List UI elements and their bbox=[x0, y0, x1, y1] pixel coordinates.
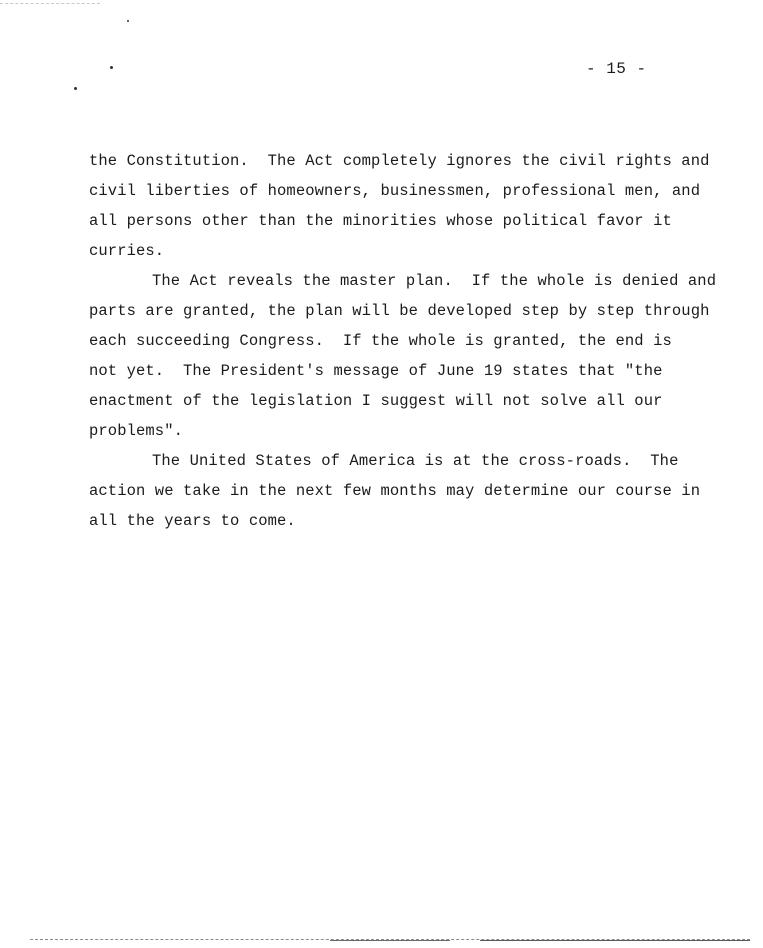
text-line: curries. bbox=[89, 242, 165, 260]
scan-artifact-bottom bbox=[330, 940, 450, 941]
body-text bbox=[89, 146, 729, 536]
paragraph-start-line: The United States of America is at the cross-roads. The bbox=[152, 452, 679, 470]
text-line: parts are granted, the plan will be developed step by step through bbox=[89, 302, 710, 320]
text-line: civil liberties of homeowners, businessmen, professional men, and bbox=[89, 182, 701, 200]
scan-artifact-bottom bbox=[480, 940, 750, 941]
page-number: - 15 - bbox=[586, 60, 647, 78]
text-line: not yet. The President's message of June 19 states that "the bbox=[89, 362, 663, 380]
text-line: all the years to come. bbox=[89, 512, 296, 530]
scan-speck bbox=[127, 20, 129, 22]
scan-speck bbox=[74, 87, 77, 90]
text-line: problems". bbox=[89, 422, 184, 440]
text-line: each succeeding Congress. If the whole is granted, the end is bbox=[89, 332, 672, 350]
text-line: all persons other than the minorities whose political favor it bbox=[89, 212, 672, 230]
text-line: the Constitution. The Act completely ignores the civil rights and bbox=[89, 152, 710, 170]
scan-artifact-top bbox=[0, 3, 100, 4]
paragraph-start-line: The Act reveals the master plan. If the whole is denied and bbox=[152, 272, 717, 290]
text-line: action we take in the next few months may determine our course in bbox=[89, 482, 701, 500]
scan-speck bbox=[110, 66, 113, 69]
text-line: enactment of the legislation I suggest will not solve all our bbox=[89, 392, 663, 410]
